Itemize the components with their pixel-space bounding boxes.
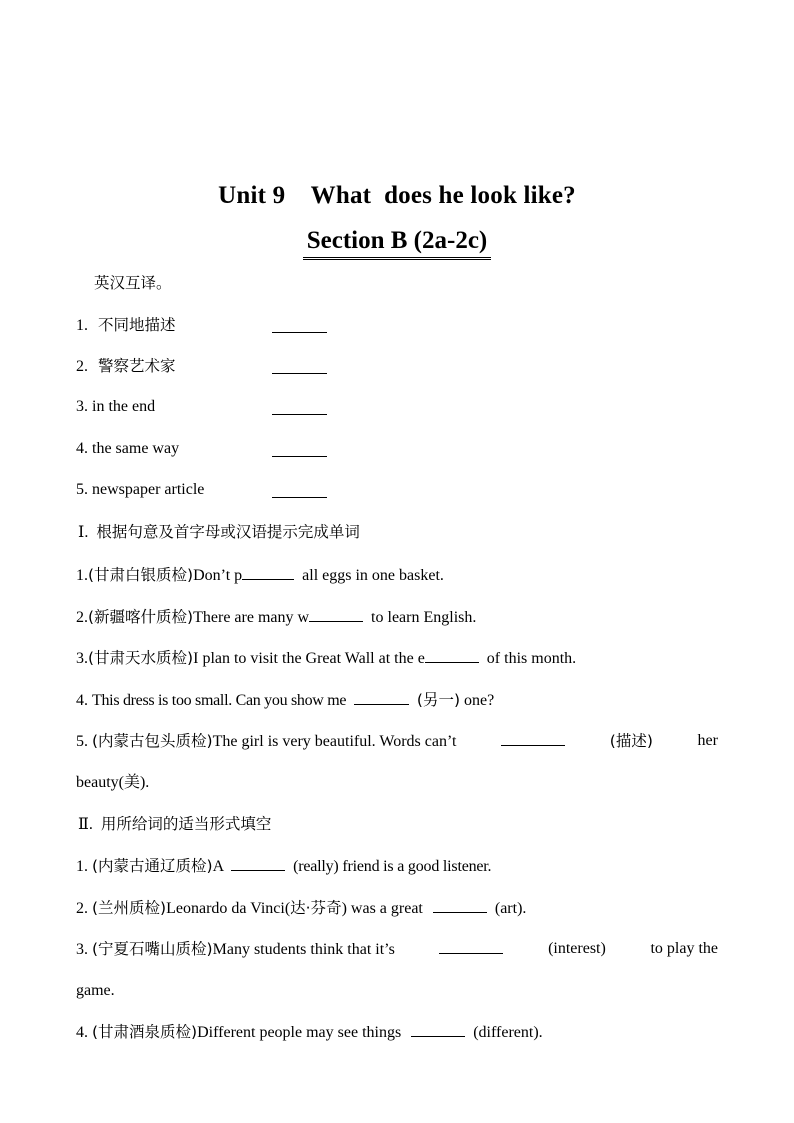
page-title: Unit 9 What does he look like? xyxy=(218,182,576,209)
answer-blank[interactable] xyxy=(309,607,363,622)
item-number: 2. xyxy=(76,358,88,375)
question-line-part xyxy=(76,731,456,752)
question-text: Leonardo da Vinci( xyxy=(166,900,291,917)
part1-question-3 xyxy=(76,648,576,669)
item-text: 不同地描述 xyxy=(98,316,176,334)
question-text: Different people may see things xyxy=(197,1024,406,1041)
question-cn-name: 达·芬奇 xyxy=(290,899,342,917)
question-text: (art). xyxy=(490,900,527,917)
item-text: in the end xyxy=(92,398,156,415)
question-text: Don’t p xyxy=(193,567,243,584)
part1-question-5 xyxy=(76,731,718,752)
part1-heading xyxy=(78,522,360,543)
answer-blank[interactable] xyxy=(425,648,479,663)
question-source: (甘肃天水质检) xyxy=(88,649,194,667)
heading-text: 用所给词的适当形式填空 xyxy=(100,815,272,833)
question-source: (内蒙古通辽质检) xyxy=(92,857,213,875)
question-number: 1. xyxy=(76,858,88,875)
answer-blank[interactable] xyxy=(354,690,409,705)
part1-question-5-continued xyxy=(76,773,149,793)
answer-blank[interactable] xyxy=(242,565,294,580)
heading-number: Ⅰ. xyxy=(78,524,89,541)
question-source: (宁夏石嘴山质检) xyxy=(92,940,213,958)
item-number: 1. xyxy=(76,317,88,334)
question-text: (different). xyxy=(469,1024,543,1041)
answer-blank[interactable] xyxy=(272,483,327,498)
part1-question-1 xyxy=(76,565,444,586)
part1-question-2 xyxy=(76,607,476,628)
translation-instruction: 英汉互译。 xyxy=(94,274,172,292)
question-text: This dress is too small. Can you show me xyxy=(92,692,350,709)
question-number: 2. xyxy=(76,900,88,917)
question-hint: (interest) xyxy=(548,940,606,957)
question-number: 1. xyxy=(76,567,88,584)
part1-question-4 xyxy=(76,690,494,711)
question-text: game. xyxy=(76,982,115,999)
part2-question-4 xyxy=(76,1022,543,1043)
item-number: 5. xyxy=(76,481,88,498)
question-text: beauty(美). xyxy=(76,774,150,791)
question-source: (甘肃酒泉质检) xyxy=(92,1023,198,1041)
answer-blank[interactable] xyxy=(501,731,565,746)
translation-item-1 xyxy=(76,315,176,336)
question-text: Many students think that it’s xyxy=(212,941,395,958)
question-hint: (描述) xyxy=(609,732,653,750)
heading-number: Ⅱ. xyxy=(78,816,93,833)
question-number: 4. xyxy=(76,1024,88,1041)
question-text: There are many w xyxy=(193,609,310,626)
part2-question-1 xyxy=(76,856,491,877)
question-text: one? xyxy=(460,692,495,709)
question-number: 4. xyxy=(76,692,88,709)
subtitle-wrapper xyxy=(0,226,794,260)
question-number: 3. xyxy=(76,941,88,958)
question-text: to play the xyxy=(650,940,718,957)
question-hint: (另一) xyxy=(416,691,461,709)
translation-item-4 xyxy=(76,439,179,459)
answer-blank[interactable] xyxy=(272,400,327,415)
question-text: (really) friend is a good listener. xyxy=(289,858,492,875)
answer-blank[interactable] xyxy=(231,856,285,871)
question-source: (新疆喀什质检) xyxy=(88,608,194,626)
question-text: to learn English. xyxy=(367,609,477,626)
question-source: (甘肃白银质检) xyxy=(88,566,194,584)
question-source: (内蒙古包头质检) xyxy=(92,732,213,750)
translation-item-2 xyxy=(76,356,176,377)
question-line-part xyxy=(76,939,395,960)
translation-item-3 xyxy=(76,397,155,417)
question-text: her xyxy=(697,732,718,749)
question-text: of this month. xyxy=(482,650,577,667)
item-text: newspaper article xyxy=(92,481,205,498)
answer-blank[interactable] xyxy=(272,318,327,333)
answer-blank[interactable] xyxy=(433,898,487,913)
question-number: 5. xyxy=(76,733,88,750)
item-number: 4. xyxy=(76,440,88,457)
page-subtitle: Section B (2a-2c) xyxy=(303,226,492,260)
question-text: all eggs in one basket. xyxy=(298,567,444,584)
part2-question-2 xyxy=(76,898,526,919)
item-text: 警察艺术家 xyxy=(98,357,176,375)
part2-heading xyxy=(78,814,271,835)
part2-question-3 xyxy=(76,939,718,960)
part2-question-3-continued xyxy=(76,981,115,1001)
question-text: A xyxy=(212,858,228,875)
question-text: ) was a great xyxy=(341,900,427,917)
answer-blank[interactable] xyxy=(439,939,503,954)
answer-blank[interactable] xyxy=(272,359,327,374)
question-text: The girl is very beautiful. Words can’t xyxy=(212,733,457,750)
answer-blank[interactable] xyxy=(272,442,327,457)
heading-text: 根据句意及首字母或汉语提示完成单词 xyxy=(96,523,360,541)
question-text: I plan to visit the Great Wall at the e xyxy=(193,650,425,667)
answer-blank[interactable] xyxy=(411,1022,465,1037)
item-number: 3. xyxy=(76,398,88,415)
question-number: 2. xyxy=(76,609,88,626)
translation-item-5 xyxy=(76,480,204,500)
question-number: 3. xyxy=(76,650,88,667)
question-source: (兰州质检) xyxy=(92,899,167,917)
item-text: the same way xyxy=(92,440,180,457)
